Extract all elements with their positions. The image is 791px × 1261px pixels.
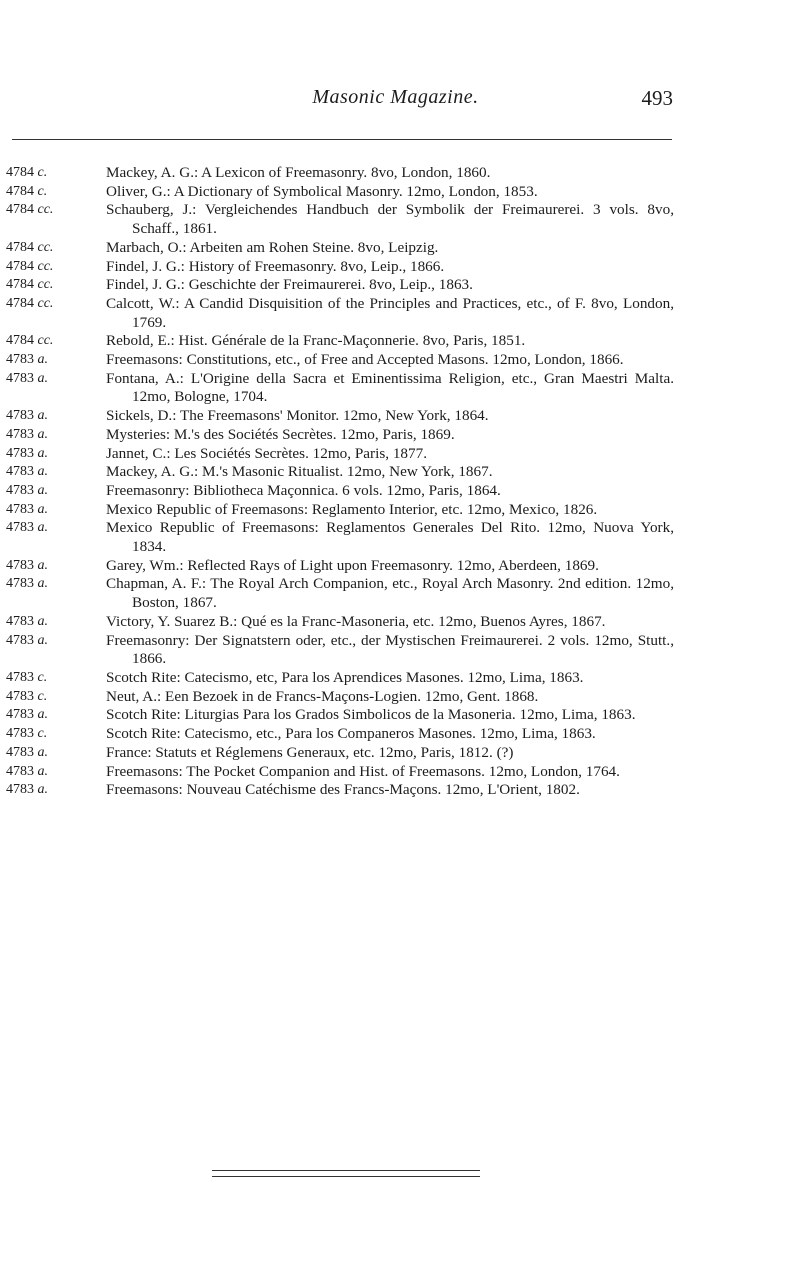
entry-text: Rebold, E.: Hist. Générale de la Franc-Maçonnerie. 8vo, Paris, 1851.	[106, 332, 526, 350]
entry-number	[6, 164, 106, 183]
entry-text: Mysteries: M.'s des Sociétés Secrètes. 12mo, Paris, 1869.	[106, 425, 455, 443]
entry-text: Sickels, D.: The Freemasons' Monitor. 12mo, New York, 1864.	[106, 407, 489, 425]
entry-text: Garey, Wm.: Reflected Rays of Light upon Freemasonry. 12mo, Aberdeen, 1869.	[106, 556, 599, 574]
catalogue-entry	[6, 370, 674, 407]
catalogue-entry	[6, 276, 674, 295]
entry-number-value: 4783	[6, 445, 34, 461]
entry-number-suffix: cc.	[37, 239, 54, 255]
entry-number-value: 4783	[6, 370, 34, 386]
entry-number-suffix: c.	[37, 669, 48, 685]
entry-text: Schauberg, J.: Vergleichendes Handbuch der Symbolik der Freimaurerei. 3 vols. 8vo, Schaff., 1861.	[106, 201, 674, 238]
catalogue-entry	[6, 407, 674, 426]
entry-number	[6, 295, 106, 314]
catalogue-entry	[6, 239, 674, 258]
catalogue-entry	[6, 258, 674, 277]
entry-number-suffix: c.	[37, 183, 48, 199]
entry-number-value: 4784	[6, 165, 34, 180]
entry-number-suffix: a.	[37, 707, 48, 723]
entry-text: Findel, J. G.: Geschichte der Freimaurerei. 8vo, Leip., 1863.	[106, 276, 473, 294]
entry-text: Scotch Rite: Catecismo, etc, Para los Aprendices Masones. 12mo, Lima, 1863.	[106, 668, 584, 686]
entry-number-value: 4784	[6, 277, 34, 293]
entry-text: Scotch Rite: Liturgias Para los Grados Simbolicos de la Masoneria. 12mo, Lima, 1863.	[106, 706, 636, 724]
entry-number	[6, 575, 106, 594]
entry-number-value: 4783	[6, 632, 34, 648]
entry-number-suffix: a.	[37, 576, 48, 592]
entry-text: Fontana, A.: L'Origine della Sacra et Eminentissima Religion, etc., Gran Maestri Malta. 12mo, Bologne, 1704.	[106, 369, 674, 406]
entry-text: Mexico Republic of Freemasons: Reglamentos Generales Del Rito. 12mo, Nuova York, 1834.	[106, 519, 674, 556]
entry-number	[6, 407, 106, 426]
entry-text: Freemasons: Nouveau Catéchisme des Francs-Maçons. 12mo, L'Orient, 1802.	[106, 781, 580, 799]
catalogue-entry	[6, 688, 674, 707]
entry-number-suffix: c.	[37, 688, 48, 704]
header-rule	[12, 139, 672, 140]
catalogue-entry	[6, 164, 674, 183]
entry-number-suffix: c.	[37, 165, 48, 180]
entry-number-suffix: a.	[37, 520, 48, 536]
entry-number-value: 4783	[6, 464, 34, 480]
entry-number-suffix: cc.	[37, 295, 54, 311]
end-rule-top	[212, 1170, 480, 1171]
entry-number-value: 4783	[6, 426, 34, 442]
catalogue-entry	[6, 557, 674, 576]
catalogue-entry	[6, 463, 674, 482]
entry-number	[6, 501, 106, 520]
entry-number-suffix: cc.	[37, 258, 54, 274]
entry-number-value: 4783	[6, 352, 34, 368]
entry-number	[6, 370, 106, 389]
entry-number	[6, 183, 106, 202]
entry-number-suffix: cc.	[37, 202, 54, 218]
entry-number	[6, 239, 106, 258]
catalogue-entry	[6, 501, 674, 520]
entry-number	[6, 482, 106, 501]
entry-number-value: 4783	[6, 520, 34, 536]
entry-number-value: 4783	[6, 408, 34, 424]
catalogue-entry	[6, 781, 674, 800]
entry-number-value: 4784	[6, 333, 34, 349]
catalogue-entry	[6, 201, 674, 238]
entry-number-suffix: a.	[37, 426, 48, 442]
entry-number	[6, 519, 106, 538]
entry-number-value: 4783	[6, 557, 34, 573]
entry-number-suffix: a.	[37, 632, 48, 648]
catalogue-entry	[6, 295, 674, 332]
entry-text: Jannet, C.: Les Sociétés Secrètes. 12mo, Paris, 1877.	[106, 444, 427, 462]
entry-number-value: 4783	[6, 782, 34, 798]
entry-text: Mackey, A. G.: A Lexicon of Freemasonry. 8vo, London, 1860.	[106, 164, 491, 181]
entry-number-value: 4784	[6, 295, 34, 311]
entry-number	[6, 632, 106, 651]
entry-number	[6, 688, 106, 707]
entry-text: Mexico Republic of Freemasons: Reglamento Interior, etc. 12mo, Mexico, 1826.	[106, 500, 598, 518]
entry-number-value: 4783	[6, 501, 34, 517]
catalogue-entry	[6, 706, 674, 725]
entry-text: Calcott, W.: A Candid Disquisition of the Principles and Practices, etc., of F. 8vo, London, 1769.	[106, 294, 674, 331]
entry-number-suffix: a.	[37, 501, 48, 517]
entry-text: France: Statuts et Réglemens Generaux, etc. 12mo, Paris, 1812. (?)	[106, 743, 514, 761]
entry-number-suffix: cc.	[37, 277, 54, 293]
catalogue-entry	[6, 669, 674, 688]
entry-number-value: 4783	[6, 669, 34, 685]
catalogue-entry	[6, 763, 674, 782]
catalogue-entry	[6, 632, 674, 669]
catalogue-entry	[6, 351, 674, 370]
entry-text: Freemasonry: Bibliotheca Maçonnica. 6 vols. 12mo, Paris, 1864.	[106, 481, 501, 499]
entry-number-suffix: a.	[37, 613, 48, 629]
entry-number	[6, 463, 106, 482]
catalogue-entry	[6, 744, 674, 763]
entry-number-suffix: a.	[37, 370, 48, 386]
entry-number	[6, 669, 106, 688]
entry-number-value: 4783	[6, 688, 34, 704]
entry-number-value: 4783	[6, 763, 34, 779]
entry-number-suffix: a.	[37, 482, 48, 498]
entry-number-value: 4784	[6, 258, 34, 274]
entry-number	[6, 351, 106, 370]
end-rule-bottom	[212, 1176, 480, 1177]
entry-number-suffix: a.	[37, 352, 48, 368]
catalogue-entry	[6, 482, 674, 501]
entry-number-value: 4783	[6, 482, 34, 498]
entry-number-suffix: a.	[37, 782, 48, 798]
entry-number-suffix: a.	[37, 408, 48, 424]
entry-number-suffix: c.	[37, 726, 48, 742]
catalogue-entry	[6, 445, 674, 464]
entry-text: Findel, J. G.: History of Freemasonry. 8vo, Leip., 1866.	[106, 257, 445, 275]
catalogue-entry	[6, 575, 674, 612]
entry-number	[6, 557, 106, 576]
entry-number-suffix: a.	[37, 744, 48, 760]
entry-number-value: 4783	[6, 613, 34, 629]
entry-number	[6, 613, 106, 632]
entry-number	[6, 744, 106, 763]
entry-number	[6, 781, 106, 800]
entry-text: Oliver, G.: A Dictionary of Symbolical Masonry. 12mo, London, 1853.	[106, 182, 538, 200]
running-title: Masonic Magazine.	[312, 86, 479, 108]
entry-text: Victory, Y. Suarez B.: Qué es la Franc-Masoneria, etc. 12mo, Buenos Ayres, 1867.	[106, 612, 606, 630]
entry-number-value: 4784	[6, 202, 34, 218]
entry-number	[6, 426, 106, 445]
entry-number	[6, 725, 106, 744]
page-header	[0, 86, 791, 120]
entry-number	[6, 276, 106, 295]
catalogue-entry	[6, 725, 674, 744]
catalogue-entry	[6, 332, 674, 351]
entry-number	[6, 445, 106, 464]
entry-number-suffix: a.	[37, 445, 48, 461]
entry-number	[6, 258, 106, 277]
catalogue-entries	[6, 164, 674, 800]
entry-number	[6, 763, 106, 782]
entry-number-value: 4783	[6, 744, 34, 760]
entry-text: Chapman, A. F.: The Royal Arch Companion, etc., Royal Arch Masonry. 2nd edition. 12mo, Boston, 1867.	[106, 575, 674, 612]
entry-text: Neut, A.: Een Bezoek in de Francs-Maçons-Logien. 12mo, Gent. 1868.	[106, 687, 539, 705]
entry-number-suffix: a.	[37, 557, 48, 573]
catalogue-entry	[6, 519, 674, 556]
entry-number-value: 4783	[6, 576, 34, 592]
catalogue-entry	[6, 613, 674, 632]
entry-text: Marbach, O.: Arbeiten am Rohen Steine. 8vo, Leipzig.	[106, 238, 439, 256]
entry-text: Freemasonry: Der Signatstern oder, etc., der Mystischen Freimaurerei. 2 vols. 12mo, Stutt., 1866.	[106, 631, 674, 668]
catalogue-entry	[6, 426, 674, 445]
entry-text: Freemasons: The Pocket Companion and Hist. of Freemasons. 12mo, London, 1764.	[106, 762, 620, 780]
entry-number-value: 4784	[6, 239, 34, 255]
entry-number	[6, 201, 106, 220]
entry-number-suffix: a.	[37, 464, 48, 480]
entry-number-suffix: a.	[37, 763, 48, 779]
entry-number-suffix: cc.	[37, 333, 54, 349]
entry-number	[6, 332, 106, 351]
entry-text: Mackey, A. G.: M.'s Masonic Ritualist. 12mo, New York, 1867.	[106, 463, 493, 481]
entry-number-value: 4783	[6, 726, 34, 742]
entry-text: Scotch Rite: Catecismo, etc., Para los Companeros Masones. 12mo, Lima, 1863.	[106, 725, 596, 743]
entry-number	[6, 706, 106, 725]
page-number: 493	[641, 86, 673, 110]
catalogue-entry	[6, 183, 674, 202]
entry-text: Freemasons: Constitutions, etc., of Free and Accepted Masons. 12mo, London, 1866.	[106, 351, 624, 369]
entry-number-value: 4784	[6, 183, 34, 199]
entry-number-value: 4783	[6, 707, 34, 723]
